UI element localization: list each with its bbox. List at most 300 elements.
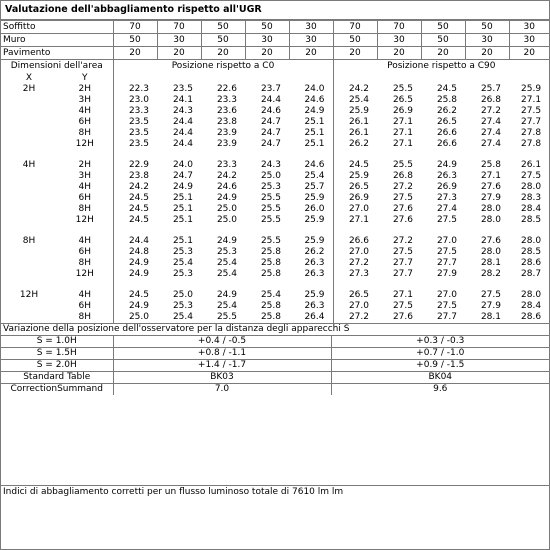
ugr-c0-value: 22.9 [113, 160, 157, 171]
variation-c0: +1.4 / -1.7 [113, 360, 331, 372]
y-value: 3H [78, 171, 91, 181]
ugr-c0-value: 25.5 [260, 193, 281, 203]
ugr-c90-value: 25.5 [392, 160, 413, 170]
ugr-c90-value: 27.8 [521, 128, 542, 138]
table-row [1, 182, 549, 193]
variation-row [1, 336, 549, 348]
x-value [1, 247, 57, 258]
y-value: 8H [78, 204, 91, 214]
ugr-c0-value: 24.6 [304, 95, 325, 105]
header-value: 50 [201, 21, 245, 34]
x-value [1, 193, 57, 204]
ugr-c0-value: 24.2 [216, 171, 237, 181]
ugr-c0-value: 25.1 [172, 215, 193, 225]
x-value: 2H [22, 84, 36, 94]
variation-c90: +0.3 / -0.3 [331, 336, 549, 348]
ugr-c0-value: 24.4 [260, 95, 281, 105]
ugr-c90-value: 25.7 [480, 84, 501, 94]
table-row [1, 84, 549, 95]
ugr-c0-value: 24.7 [260, 128, 281, 138]
gap-cell [1, 150, 113, 160]
ugr-c90-value: 25.5 [392, 84, 413, 94]
ugr-c0-value: 23.5 [113, 117, 157, 128]
ugr-c90-value: 27.7 [392, 258, 413, 268]
ugr-c0-value: 24.9 [216, 236, 237, 246]
ugr-c90-value: 28.1 [480, 312, 501, 322]
header-value: 20 [157, 47, 201, 60]
ugr-c90-value: 28.0 [521, 290, 542, 300]
header-value: 30 [509, 21, 549, 34]
ugr-c0-value: 24.5 [113, 290, 157, 301]
header-value: 20 [289, 47, 333, 60]
ugr-c90-value: 28.6 [521, 312, 542, 322]
standard-table-row [1, 372, 549, 384]
pos-c0-label: Posizione rispetto a C0 [113, 60, 333, 72]
ugr-c90-value: 25.9 [333, 106, 377, 117]
header-value: 50 [113, 34, 157, 47]
ugr-c0-value: 25.9 [304, 236, 325, 246]
ugr-c0-value: 23.3 [113, 106, 157, 117]
ugr-c90-value: 27.5 [392, 247, 413, 257]
ugr-c0-value: 24.3 [260, 160, 281, 170]
ugr-c0-value: 25.5 [260, 236, 281, 246]
ugr-c0-value: 24.4 [113, 236, 157, 247]
standard-table-row-label: Standard Table [1, 372, 113, 384]
ugr-c90-value: 27.2 [333, 312, 377, 323]
ugr-c0-value: 24.9 [113, 258, 157, 269]
ugr-c90-value: 26.5 [333, 290, 377, 301]
ugr-c90-value: 27.1 [480, 171, 501, 181]
ugr-c0-value: 24.6 [260, 106, 281, 116]
x-value: 4H [22, 160, 36, 170]
ugr-c90-value: 28.1 [480, 258, 501, 268]
ugr-c90-value: 27.1 [392, 128, 413, 138]
ugr-c0-value: 25.0 [216, 204, 237, 214]
ugr-c90-value: 27.2 [480, 106, 501, 116]
ugr-c0-value: 24.2 [113, 182, 157, 193]
ugr-c0-value: 23.0 [113, 95, 157, 106]
header-value: 20 [509, 47, 549, 60]
ugr-c0-value: 25.1 [172, 236, 193, 246]
gap-cell [113, 150, 333, 160]
ugr-c0-value: 25.5 [216, 312, 237, 322]
ugr-c0-value: 25.7 [304, 182, 325, 192]
ugr-c90-value: 26.3 [436, 171, 457, 181]
dim-label: Dimensioni dell'area [10, 61, 103, 71]
ugr-c90-value: 27.1 [333, 215, 377, 226]
ugr-c90-value: 27.7 [521, 117, 542, 127]
ugr-c90-value: 27.9 [436, 269, 457, 279]
y-value: 12H [75, 215, 94, 225]
standard-table-row-c90: BK04 [331, 372, 549, 384]
correction-row [1, 384, 549, 396]
ugr-c0-value: 25.8 [260, 269, 281, 279]
header-value: 70 [377, 21, 421, 34]
ugr-c90-value: 27.6 [392, 312, 413, 322]
table-row [1, 160, 549, 171]
ugr-c0-value: 23.5 [172, 84, 193, 94]
ugr-c90-value: 26.8 [392, 171, 413, 181]
x-value [1, 171, 57, 182]
ugr-c0-value: 23.9 [216, 128, 237, 138]
y-value: 6H [78, 193, 91, 203]
ugr-c0-value: 25.0 [172, 290, 193, 300]
ugr-c90-value: 26.1 [333, 117, 377, 128]
y-value: 2H [78, 160, 91, 170]
ugr-c90-value: 24.2 [333, 84, 377, 95]
header-value: 30 [157, 34, 201, 47]
x-value [1, 204, 57, 215]
ugr-c0-value: 24.6 [216, 182, 237, 192]
ugr-c0-value: 25.3 [216, 247, 237, 257]
correction-row-label: CorrectionSummand [1, 384, 113, 396]
ugr-c90-value: 27.7 [436, 258, 457, 268]
ugr-c90-value: 26.9 [392, 106, 413, 116]
ugr-c0-value: 25.5 [260, 215, 281, 225]
ugr-c90-value: 27.7 [436, 312, 457, 322]
ugr-c90-value: 27.0 [436, 236, 457, 246]
header-value: 50 [421, 34, 465, 47]
header-value: 30 [245, 34, 289, 47]
ugr-c0-value: 23.5 [113, 139, 157, 150]
header-label: Pavimento [1, 47, 113, 60]
x-value [1, 128, 57, 139]
header-value: 50 [245, 21, 289, 34]
ugr-c0-value: 24.5 [113, 204, 157, 215]
variation-spacing: S = 1.5H [1, 348, 113, 360]
ugr-c90-value: 27.6 [392, 215, 413, 225]
ugr-c90-value: 27.4 [480, 128, 501, 138]
ugr-c0-value: 24.0 [304, 84, 325, 94]
ugr-c0-value: 22.3 [113, 84, 157, 95]
ugr-c0-value: 24.9 [113, 301, 157, 312]
x-value [1, 301, 57, 312]
gap-cell [113, 226, 333, 236]
ugr-c90-value: 28.5 [521, 247, 542, 257]
x-value [1, 312, 57, 323]
x-value [1, 139, 57, 150]
ugr-c90-value: 28.2 [480, 269, 501, 279]
variation-spacing: S = 2.0H [1, 360, 113, 372]
ugr-c0-value: 23.7 [260, 84, 281, 94]
footnote: Indici di abbagliamento corretti per un flusso luminoso totale di 7610 lm lm [1, 485, 549, 498]
gap-cell [333, 280, 549, 290]
y-value: 6H [78, 247, 91, 257]
ugr-c90-value: 26.1 [333, 128, 377, 139]
ugr-c90-value: 28.0 [521, 182, 542, 192]
header-value: 30 [289, 21, 333, 34]
y-value: 8H [78, 312, 91, 322]
ugr-c90-value: 28.0 [480, 247, 501, 257]
y-value: 2H [78, 84, 91, 94]
ugr-c0-value: 23.5 [113, 128, 157, 139]
ugr-c90-value: 27.3 [333, 269, 377, 280]
table-row [1, 204, 549, 215]
ugr-c90-value: 26.9 [333, 193, 377, 204]
y-value: 4H [78, 236, 91, 246]
group-gap [1, 226, 549, 236]
ugr-c0-value: 25.0 [113, 312, 157, 323]
ugr-c0-value: 25.4 [216, 269, 237, 279]
table-row [1, 193, 549, 204]
table-row [1, 269, 549, 280]
y-value: 4H [78, 290, 91, 300]
header-value: 20 [377, 47, 421, 60]
ugr-c90-value: 27.7 [392, 269, 413, 279]
ugr-c90-value: 25.4 [333, 95, 377, 106]
ugr-c90-value: 27.5 [436, 247, 457, 257]
ugr-c0-value: 25.4 [216, 301, 237, 311]
table-row [1, 117, 549, 128]
gap-cell [1, 280, 113, 290]
ugr-c0-value: 25.3 [172, 269, 193, 279]
ugr-c90-value: 28.0 [521, 236, 542, 246]
variation-c90: +0.9 / -1.5 [331, 360, 549, 372]
y-value: 4H [78, 106, 91, 116]
ugr-c90-value: 25.9 [333, 171, 377, 182]
ugr-c90-value: 27.0 [333, 301, 377, 312]
ugr-c0-value: 25.4 [172, 258, 193, 268]
ugr-c90-value: 27.0 [333, 204, 377, 215]
table-row [1, 312, 549, 323]
ugr-c0-value: 26.4 [304, 312, 325, 322]
x-value [1, 117, 57, 128]
ugr-c0-value: 24.0 [172, 160, 193, 170]
ugr-c0-value: 24.9 [216, 290, 237, 300]
header-row [1, 47, 549, 60]
ugr-c0-value: 23.8 [216, 117, 237, 127]
table-row [1, 128, 549, 139]
ugr-c0-value: 26.3 [304, 301, 325, 311]
ugr-c90-value: 28.5 [521, 215, 542, 225]
ugr-c90-value: 27.8 [521, 139, 542, 149]
ugr-c0-value: 24.7 [172, 171, 193, 181]
header-value: 20 [333, 47, 377, 60]
variation-label: Variazione della posizione dell'osservatore per la distanza degli apparecchi S [1, 324, 549, 336]
ugr-c0-value: 25.4 [172, 312, 193, 322]
table-row [1, 106, 549, 117]
y-value: 4H [78, 182, 91, 192]
header-value: 70 [157, 21, 201, 34]
table-row [1, 215, 549, 226]
ugr-c0-value: 24.3 [172, 106, 193, 116]
ugr-c90-value: 27.5 [436, 301, 457, 311]
gap-cell [333, 226, 549, 236]
ugr-c0-value: 24.5 [113, 193, 157, 204]
header-label: Soffitto [1, 21, 113, 34]
header-row [1, 34, 549, 47]
ugr-c90-value: 27.5 [521, 106, 542, 116]
header-value: 50 [333, 34, 377, 47]
ugr-c0-value: 25.5 [260, 204, 281, 214]
variation-c0: +0.4 / -0.5 [113, 336, 331, 348]
correction-row-c90: 9.6 [331, 384, 549, 396]
ugr-c0-value: 25.1 [304, 128, 325, 138]
ugr-c0-value: 24.5 [113, 215, 157, 226]
header-value: 50 [465, 21, 509, 34]
ugr-c90-value: 26.5 [333, 182, 377, 193]
ugr-c90-value: 27.3 [436, 193, 457, 203]
header-value: 50 [421, 21, 465, 34]
ugr-c0-value: 25.8 [260, 258, 281, 268]
ugr-c90-value: 28.7 [521, 269, 542, 279]
x-value: 12H [19, 290, 39, 300]
ugr-c90-value: 27.0 [436, 290, 457, 300]
ugr-c90-value: 28.3 [521, 193, 542, 203]
ugr-c90-value: 25.8 [436, 95, 457, 105]
ugr-c0-value: 23.9 [216, 139, 237, 149]
header-value: 50 [201, 34, 245, 47]
ugr-c90-value: 26.2 [436, 106, 457, 116]
ugr-c90-value: 28.0 [480, 204, 501, 214]
ugr-c90-value: 27.0 [333, 247, 377, 258]
gap-cell [113, 280, 333, 290]
ugr-c0-value: 25.1 [304, 117, 325, 127]
ugr-c90-value: 26.1 [521, 160, 542, 170]
header-value: 30 [465, 34, 509, 47]
ugr-c0-value: 26.3 [304, 258, 325, 268]
ugr-c90-value: 27.2 [392, 236, 413, 246]
y-value: 6H [78, 301, 91, 311]
ugr-c0-value: 22.6 [216, 84, 237, 94]
ugr-c0-value: 26.0 [304, 204, 325, 214]
ugr-c0-value: 24.9 [172, 182, 193, 192]
ugr-c90-value: 24.5 [436, 84, 457, 94]
ugr-c0-value: 24.9 [216, 193, 237, 203]
ugr-c0-value: 25.4 [304, 171, 325, 181]
variation-spacing: S = 1.0H [1, 336, 113, 348]
variation-c0: +0.8 / -1.1 [113, 348, 331, 360]
table-row [1, 236, 549, 247]
ugr-c90-value: 27.9 [480, 301, 501, 311]
pos-c90-label: Posizione rispetto a C90 [333, 60, 549, 72]
ugr-c0-value: 23.8 [113, 171, 157, 182]
ugr-c0-value: 24.7 [260, 139, 281, 149]
variation-c90: +0.7 / -1.0 [331, 348, 549, 360]
header-value: 30 [377, 34, 421, 47]
x-value [1, 269, 57, 280]
y-value: 12H [75, 269, 94, 279]
table-row [1, 95, 549, 106]
ugr-c90-value: 27.1 [392, 117, 413, 127]
table-row [1, 139, 549, 150]
x-value [1, 215, 57, 226]
ugr-c0-value: 24.4 [172, 128, 193, 138]
ugr-c90-value: 27.2 [392, 182, 413, 192]
ugr-c90-value: 26.5 [436, 117, 457, 127]
ugr-c0-value: 25.0 [260, 171, 281, 181]
ugr-c0-value: 24.9 [113, 269, 157, 280]
ugr-c0-value: 23.6 [216, 106, 237, 116]
ugr-c0-value: 24.7 [260, 117, 281, 127]
ugr-c90-value: 27.5 [480, 290, 501, 300]
ugr-c90-value: 26.6 [333, 236, 377, 247]
ugr-c0-value: 24.9 [304, 106, 325, 116]
header-value: 70 [113, 21, 157, 34]
table-row [1, 258, 549, 269]
table-row [1, 171, 549, 182]
ugr-c0-value: 25.3 [172, 301, 193, 311]
ugr-c90-value: 27.4 [480, 139, 501, 149]
ugr-c0-value: 24.8 [113, 247, 157, 258]
ugr-c90-value: 27.9 [480, 193, 501, 203]
ugr-c0-value: 25.0 [216, 215, 237, 225]
ugr-c0-value: 24.1 [172, 95, 193, 105]
header-value: 20 [465, 47, 509, 60]
ugr-c90-value: 27.1 [521, 95, 542, 105]
ugr-c90-value: 27.2 [333, 258, 377, 269]
header-label: Muro [1, 34, 113, 47]
y-value: 8H [78, 128, 91, 138]
x-value [1, 95, 57, 106]
ugr-c90-value: 27.6 [480, 182, 501, 192]
x-value: 8H [22, 236, 36, 246]
header-value: 30 [509, 34, 549, 47]
x-label: X [25, 73, 33, 83]
ugr-table [1, 60, 549, 323]
ugr-c0-value: 25.9 [304, 215, 325, 225]
group-gap [1, 280, 549, 290]
x-value [1, 106, 57, 117]
header-value: 20 [421, 47, 465, 60]
x-value [1, 258, 57, 269]
ugr-c0-value: 25.1 [304, 139, 325, 149]
table-row [1, 290, 549, 301]
table-row [1, 301, 549, 312]
ugr-c90-value: 28.6 [521, 258, 542, 268]
header-value: 20 [113, 47, 157, 60]
ugr-c90-value: 27.4 [480, 117, 501, 127]
variation-table [1, 323, 549, 395]
ugr-c0-value: 25.8 [260, 301, 281, 311]
header-table [1, 20, 549, 60]
ugr-c90-value: 28.4 [521, 204, 542, 214]
standard-table-row-c0: BK03 [113, 372, 331, 384]
variation-row [1, 348, 549, 360]
ugr-c90-value: 26.2 [333, 139, 377, 150]
ugr-c90-value: 28.0 [480, 215, 501, 225]
ugr-c0-value: 25.4 [216, 258, 237, 268]
ugr-c0-value: 23.3 [216, 95, 237, 105]
ugr-c0-value: 24.6 [304, 160, 325, 170]
ugr-c0-value: 26.3 [304, 269, 325, 279]
header-value: 20 [201, 47, 245, 60]
y-label: Y [82, 73, 88, 83]
y-value: 6H [78, 117, 91, 127]
ugr-c90-value: 24.5 [333, 160, 377, 171]
x-value [1, 182, 57, 193]
header-row [1, 21, 549, 34]
gap-cell [1, 226, 113, 236]
ugr-c0-value: 23.3 [216, 160, 237, 170]
ugr-c0-value: 26.2 [304, 247, 325, 257]
group-gap [1, 150, 549, 160]
ugr-c90-value: 27.4 [436, 204, 457, 214]
ugr-c90-value: 26.6 [436, 128, 457, 138]
correction-row-c0: 7.0 [113, 384, 331, 396]
ugr-c90-value: 27.5 [392, 193, 413, 203]
page-title: Valutazione dell'abbagliamento rispetto all'UGR [1, 1, 549, 20]
ugr-c0-value: 24.4 [172, 139, 193, 149]
ugr-c90-value: 26.8 [480, 95, 501, 105]
ugr-c90-value: 27.6 [480, 236, 501, 246]
ugr-c90-value: 27.5 [392, 301, 413, 311]
gap-cell [333, 150, 549, 160]
variation-row [1, 360, 549, 372]
ugr-c0-value: 25.8 [260, 247, 281, 257]
ugr-c0-value: 25.3 [260, 182, 281, 192]
ugr-c0-value: 25.9 [304, 193, 325, 203]
